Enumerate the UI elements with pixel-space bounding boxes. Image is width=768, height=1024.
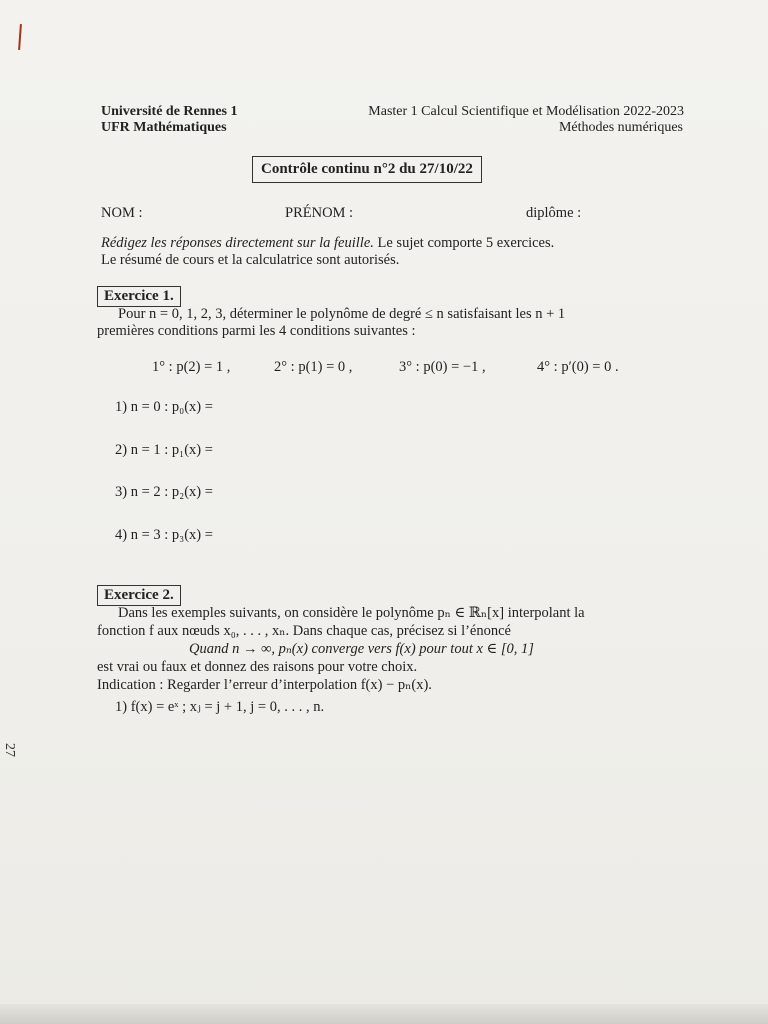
red-pen-mark xyxy=(18,24,22,50)
diplome-field: diplôme : xyxy=(526,205,582,221)
prenom-field: PRÉNOM : xyxy=(285,205,354,221)
margin-mark: 27 xyxy=(2,743,17,757)
exercise-1-item-2: 2) n = 1 : p₁(x) = xyxy=(115,442,213,458)
instructions-line-1 xyxy=(101,234,554,252)
instructions-rest: Le sujet comporte 5 exercices. xyxy=(373,235,555,251)
program-name: Master 1 Calcul Scientifique et Modélisation 2022-2023 xyxy=(368,104,684,119)
exercise-2-hint: Indication : Regarder l’erreur d’interpolation f(x) − pₙ(x). xyxy=(97,677,432,693)
course-name: Méthodes numériques xyxy=(558,120,683,135)
condition-3: 3° : p(0) = −1 , xyxy=(399,359,486,375)
condition-2: 2° : p(1) = 0 , xyxy=(274,359,353,375)
exercise-2-line-3: est vrai ou faux et donnez des raisons pour votre choix. xyxy=(97,659,418,675)
exercise-1-intro-2: premières conditions parmi les 4 conditions suivantes : xyxy=(97,323,416,339)
condition-1: 1° : p(2) = 1 , xyxy=(152,359,231,375)
exercise-2-item-1: 1) f(x) = eˣ ; xⱼ = j + 1, j = 0, . . . , n. xyxy=(115,699,325,715)
exam-title: Contrôle continu n°2 du 27/10/22 xyxy=(252,156,482,183)
exercise-1-item-4: 4) n = 3 : p₃(x) = xyxy=(115,527,213,543)
instructions-italic: Rédigez les réponses directement sur la feuille. xyxy=(101,235,374,251)
university-name: Université de Rennes 1 xyxy=(101,104,238,119)
exercise-2-statement: Quand n → ∞, pₙ(x) converge vers f(x) pour tout x ∈ [0, 1] xyxy=(189,641,534,657)
condition-4: 4° : p′(0) = 0 . xyxy=(537,359,619,375)
exercise-1-intro-1: Pour n = 0, 1, 2, 3, déterminer le polynôme de degré ≤ n satisfaisant les n + 1 xyxy=(118,306,566,322)
nom-field: NOM : xyxy=(101,205,143,221)
page-bottom-edge xyxy=(0,1004,768,1024)
exercise-1-item-1: 1) n = 0 : p₀(x) = xyxy=(115,399,213,415)
exercise-1-label: Exercice 1. xyxy=(97,286,181,307)
instructions-line-2: Le résumé de cours et la calculatrice sont autorisés. xyxy=(101,252,400,268)
exercise-2-label: Exercice 2. xyxy=(97,585,181,606)
exercise-1-item-3: 3) n = 2 : p₂(x) = xyxy=(115,484,213,500)
department-name: UFR Mathématiques xyxy=(101,120,227,135)
exercise-2-line-2: fonction f aux nœuds x₀, . . . , xₙ. Dans chaque cas, précisez si l’énoncé xyxy=(97,623,511,639)
exercise-2-line-1: Dans les exemples suivants, on considère le polynôme pₙ ∈ ℝₙ[x] interpolant la xyxy=(118,605,585,621)
